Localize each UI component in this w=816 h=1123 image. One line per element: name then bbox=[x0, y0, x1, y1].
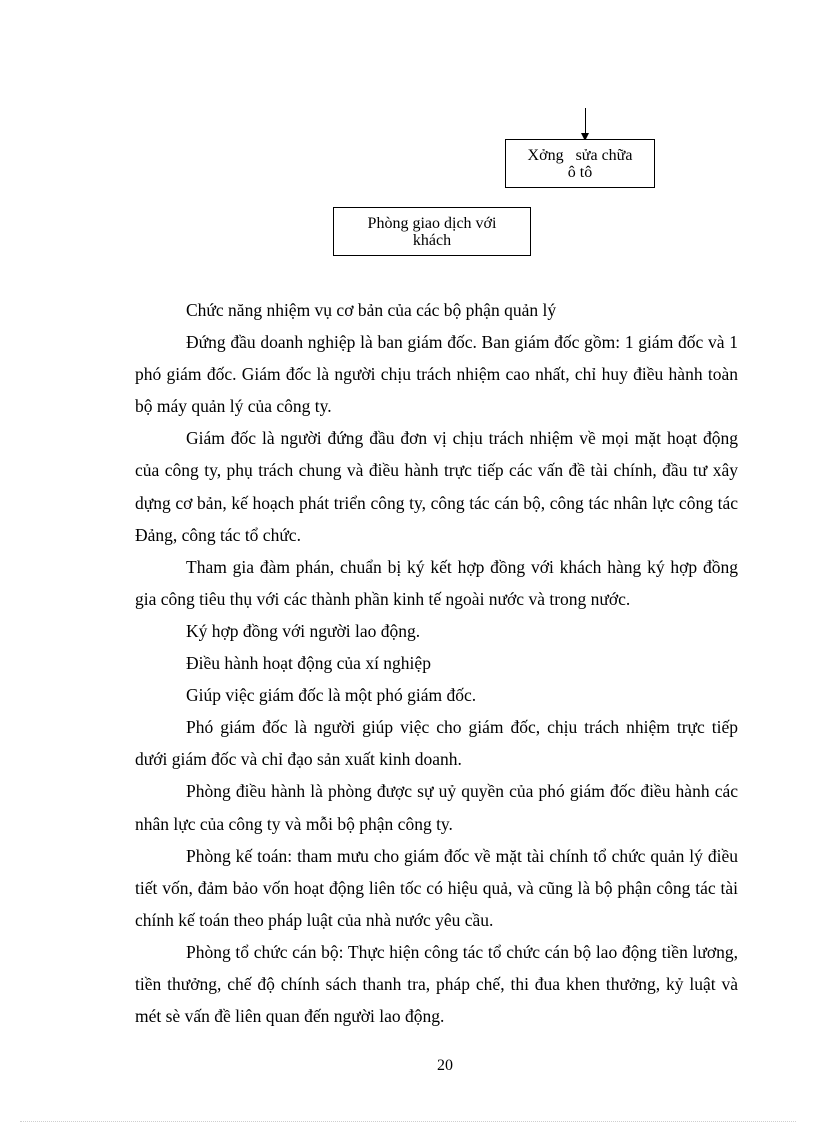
body-text bbox=[135, 294, 738, 1032]
paragraph: Tham gia đàm phán, chuẩn bị ký kết hợp đồng với khách hàng ký hợp đồng gia công tiêu thụ với các thành phần kinh tế ngoài nước và trong nước. bbox=[135, 556, 738, 609]
paragraph-section-heading: Chức năng nhiệm vụ cơ bản của các bộ phận quản lý bbox=[186, 300, 557, 320]
paragraph: Phòng kế toán: tham mưu cho giám đốc về mặt tài chính tổ chức quản lý điều tiết vốn, đảm bảo vốn hoạt động liên tốc có hiệu quả, và cũng là bộ phận công tác tài chính kế toán theo pháp luật của nhà nước yêu cầu. bbox=[135, 845, 738, 930]
org-box-customer-office bbox=[333, 207, 531, 256]
paragraph: Giúp việc giám đốc là một phó giám đốc. bbox=[186, 685, 477, 706]
paragraph: Giám đốc là người đứng đầu đơn vị chịu trách nhiệm về mọi mặt hoạt động của công ty, phụ trách chung và điều hành trực tiếp các vấn đề tài chính, đầu tư xây dựng cơ bản, kế hoạch phát triển công ty, công tác cán bộ, công tác nhân lực công tác Đảng, công tác tổ chức. bbox=[135, 428, 738, 545]
org-box-workshop bbox=[505, 139, 655, 188]
org-box-customer-line1: Phòng giao dịch với bbox=[367, 214, 497, 232]
paragraph: Phòng tổ chức cán bộ: Thực hiện công tác tổ chức cán bộ lao động tiền lương, tiền thưởng, chế độ chính sách thanh tra, pháp chế, thi đua khen thưởng, kỷ luật và mét sè vấn đề liên quan đến người lao động. bbox=[135, 941, 738, 1027]
page-bottom-divider bbox=[20, 1121, 796, 1122]
paragraph: Phòng điều hành là phòng được sự uỷ quyền của phó giám đốc điều hành các nhân lực của công ty và mỗi bộ phận công ty. bbox=[135, 781, 738, 834]
org-box-workshop-line1: Xởng sửa chữa bbox=[527, 146, 633, 164]
paragraph: Ký hợp đồng với người lao động. bbox=[186, 620, 421, 641]
page-number: 20 bbox=[437, 1057, 453, 1074]
paragraph: Phó giám đốc là người giúp việc cho giám đốc, chịu trách nhiệm trực tiếp dưới giám đốc và chỉ đạo sản xuất kinh doanh. bbox=[135, 717, 738, 770]
paragraph: Điều hành hoạt động của xí nghiệp bbox=[186, 653, 431, 674]
org-box-workshop-line2: ô tô bbox=[567, 163, 593, 181]
org-box-customer-line2: khách bbox=[412, 231, 452, 249]
paragraph: Đứng đầu doanh nghiệp là ban giám đốc. Ban giám đốc gồm: 1 giám đốc và 1 phó giám đốc. Giám đốc là người chịu trách nhiệm cao nhất, chỉ huy điều hành toàn bộ máy quản lý của công ty. bbox=[135, 332, 738, 417]
